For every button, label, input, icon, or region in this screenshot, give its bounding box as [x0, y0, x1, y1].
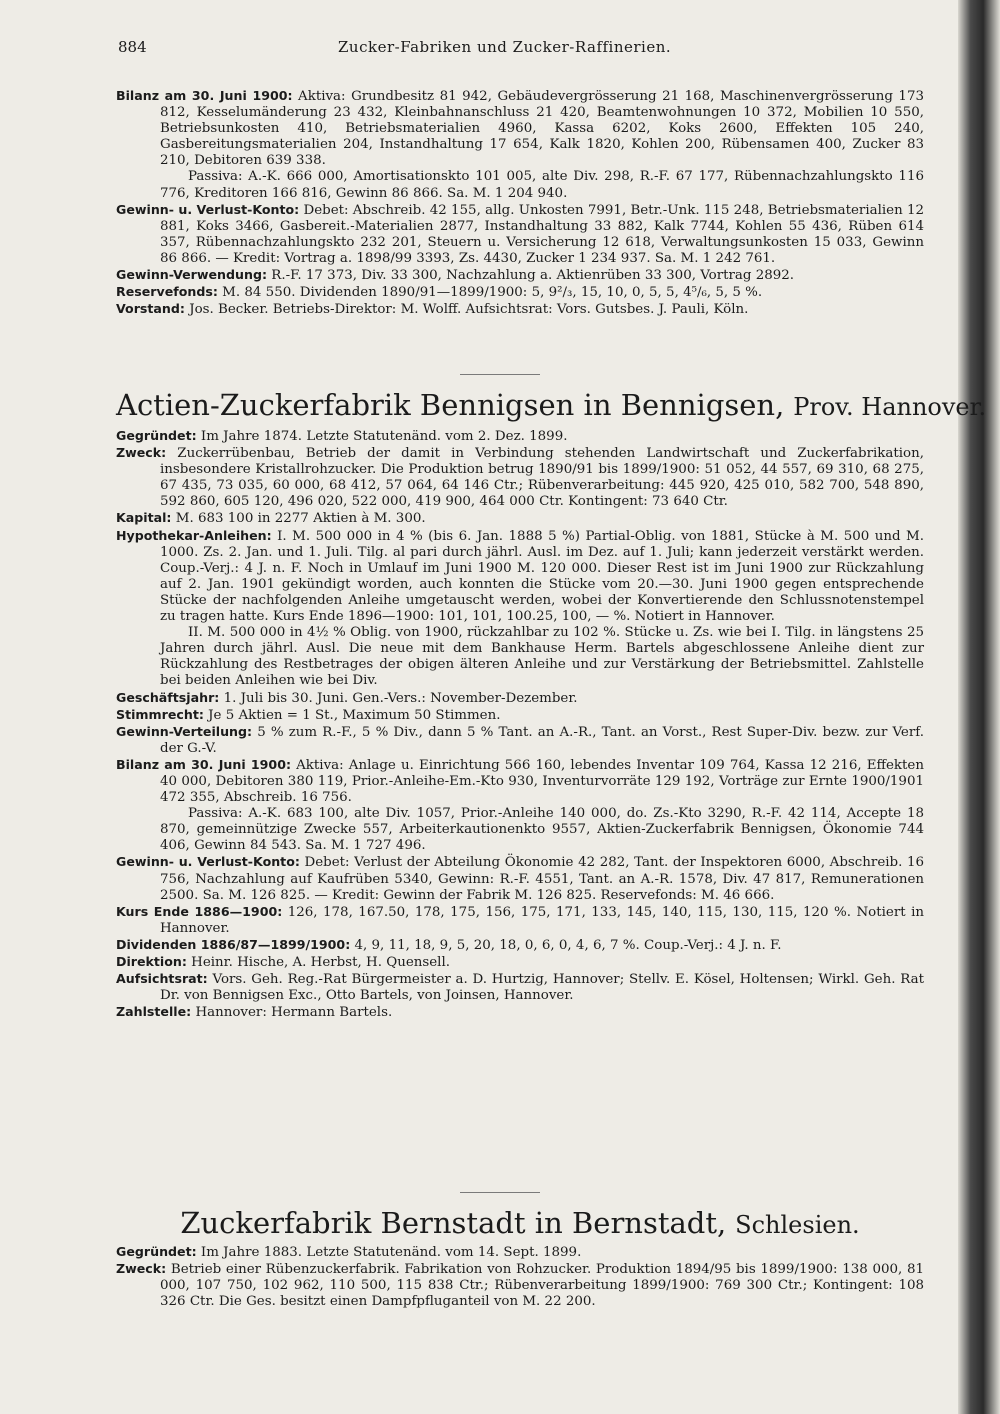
entry: Bilanz am 30. Juni 1900: Aktiva: Anlage u. Einrichtung 566 160, lebendes Inventar 109 764, Kassa 12 216, Effekten 40 000, Debitoren 380 119, Prior.-Anleihe-Em.-Kto 930, Inventurvorräte 129 192, Vorträge zur Ernte 1900/1901 472 355, Abschreib. 16 756.: [116, 756, 924, 806]
entry: Vorstand: Jos. Becker. Betriebs-Direktor: M. Wolff. Aufsichtsrat: Vors. Gutsbes. J. Pauli, Köln.: [116, 301, 749, 318]
entry: Zweck: Betrieb einer Rübenzuckerfabrik. Fabrikation von Rohzucker. Produktion 1894/95 bis 1899/1900: 138 000, 81 000, 107 750, 102 962, 110 500, 115 838 Ctr.; Rübenverarbeitung 1899/1900: 769 300 Ctr.; Kontingent: 108 326 Ctr. Die Ges. besitzt einen Dampfpfluganteil von M. 22 200.: [116, 1261, 924, 1310]
top-block: [116, 88, 924, 318]
entry: Zahlstelle: Hannover: Hermann Bartels.: [116, 1004, 393, 1021]
entry: Gewinn- u. Verlust-Konto: Debet: Abschreib. 42 155, allg. Unkosten 7991, Betr.-Unk. 115 248, Betriebsmaterialien 12 881, Koks 3466, Gasbereit.-Materialien 2877, Instandhaltung 33 882, Kalk 7744, Kohlen 55 436, Rüben 614 357, Rübennachzahlungskto 232 201, Steuern u. Versicherung 12 618, Verwaltungsunkosten 15 033, Gewinn 86 866. — Kredit: Vortrag a. 1898/99 3393, Zs. 4430, Zucker 1 234 937. Sa. M. 1 242 761.: [116, 201, 924, 266]
page-number: 884: [118, 38, 147, 56]
entry: Gewinn- u. Verlust-Konto: Debet: Verlust der Abteilung Ökonomie 42 282, Tant. der Inspektoren 6000, Abschreib. 16 756, Nachzahlung auf Kaufrüben 5340, Gewinn: R.-F. 4551, Tant. an A.-R. 1578, Div. 47 817, Remunerationen 2500. Sa. M. 126 825. — Kredit: Gewinn der Fabrik M. 126 825. Reservefonds: M. 46 666.: [116, 854, 924, 903]
section-title-bernstadt: Zuckerfabrik Bernstadt in Bernstadt, Schlesien.: [180, 1206, 860, 1240]
section-bennigsen: [116, 428, 924, 1021]
section-divider: [460, 1192, 540, 1193]
entry: Gewinn-Verwendung: R.-F. 17 373, Div. 33 300, Nachzahlung a. Aktienrüben 33 300, Vortrag 2892.: [116, 267, 795, 284]
entry: Hypothekar-Anleihen: I. M. 500 000 in 4 % (bis 6. Jan. 1888 5 %) Partial-Oblig. von 1881, Stücke à M. 500 und M. 1000. Zs. 2. Jan. und 1. Juli. Tilg. al pari durch jährl. Ausl. im Dez. auf 1. Juli; kann jederzeit verstärkt werden. Coup.-Verj.: 4 J. n. F. Noch in Umlauf im Juni 1900 M. 120 000. Dieser Rest ist im Juni 1900 zur Rückzahlung auf 2. Jan. 1901 gekündigt worden, auch konnten die Stücke vom 20.—30. Juni 1900 gegen entsprechende Stücke der nachfolgenden Anleihe umgetauscht werden, wobei der Konvertierende den Schlussnotenstempel zu tragen hatte. Kurs Ende 1896—1900: 101, 101, 100.25, 100, — %. Notiert in Hannover.: [116, 527, 924, 625]
entry: Gegründet: Im Jahre 1874. Letzte Statutenänd. vom 2. Dez. 1899.: [116, 428, 568, 444]
entry: Dividenden 1886/87—1899/1900: 4, 9, 11, 18, 9, 5, 20, 18, 0, 6, 0, 4, 6, 7 %. Coup.-Verj.: 4 J. n. F.: [116, 936, 782, 953]
entry: Gegründet: Im Jahre 1883. Letzte Statutenänd. vom 14. Sept. 1899.: [116, 1244, 582, 1260]
section-bernstadt: [116, 1244, 924, 1310]
entry: Passiva: A.-K. 666 000, Amortisationskto 101 005, alte Div. 298, R.-F. 67 177, Rübennachzahlungskto 116 776, Kreditoren 166 816, Gewinn 86 866. Sa. M. 1 204 940.: [160, 169, 924, 201]
entry: Aufsichtsrat: Vors. Geh. Reg.-Rat Bürgermeister a. D. Hurtzig, Hannover; Stellv. E. Kösel, Holtensen; Wirkl. Geh. Rat Dr. von Bennigsen Exc., Otto Bartels, von Joinsen, Hannover.: [116, 971, 924, 1004]
section-divider: [460, 374, 540, 375]
entry: Kurs Ende 1886—1900: 126, 178, 167.50, 178, 175, 156, 175, 171, 133, 145, 140, 115, 130, 115, 120 %. Notiert in Hannover.: [116, 903, 924, 936]
section-title-bennigsen: Actien-Zuckerfabrik Bennigsen in Bennigsen, Prov. Hannover.: [116, 388, 987, 422]
entry: Gewinn-Verteilung: 5 % zum R.-F., 5 % Div., dann 5 % Tant. an A.-R., Tant. an Vorst., Rest Super-Div. bezw. zur Verf. der G.-V.: [116, 723, 924, 756]
entry: Passiva: A.-K. 683 100, alte Div. 1057, Prior.-Anleihe 140 000, do. Zs.-Kto 3290, R.-F. 42 114, Accepte 18 870, gemeinnützige Zwecke 557, Arbeiterkautionenkto 9557, Aktien-Zuckerfabrik Bennigsen, Ökonomie 744 406, Gewinn 84 543. Sa. M. 1 727 496.: [160, 806, 924, 854]
entry: Reservefonds: M. 84 550. Dividenden 1890/91—1899/1900: 5, 9²/₃, 15, 10, 0, 5, 5, 4⁵/₆, 5, 5 %.: [116, 284, 763, 301]
entry: Bilanz am 30. Juni 1900: Aktiva: Grundbesitz 81 942, Gebäudevergrösserung 21 168, Maschinenvergrösserung 173 812, Kesselumänderung 23 432, Kleinbahnanschluss 21 420, Beamtenwohnungen 10 372, Mobilien 10 550, Betriebsunkosten 410, Betriebsmaterialien 4960, Kassa 6202, Koks 2600, Effekten 105 240, Gasbereitungsmaterialien 204, Instandhaltung 17 654, Kalk 1820, Kohlen 200, Rübensamen 400, Zucker 83 210, Debitoren 639 338.: [116, 88, 924, 169]
running-title: Zucker-Fabriken und Zucker-Raffinerien.: [338, 38, 672, 56]
entry: Zweck: Zuckerrübenbau, Betrieb der damit in Verbindung stehenden Landwirtschaft und Zuckerfabrikation, insbesondere Kristallrohzucker. Die Produktion betrug 1890/91 bis 1899/1900: 51 052, 44 557, 69 310, 68 275, 67 435, 73 035, 60 000, 68 412, 57 064, 64 146 Ctr.; Rübenverarbeitung: 445 920, 425 010, 582 700, 548 890, 592 860, 605 120, 496 020, 522 000, 419 900, 464 000 Ctr. Kontingent: 73 640 Ctr.: [116, 445, 924, 510]
entry: Geschäftsjahr: 1. Juli bis 30. Juni. Gen.-Vers.: November-Dezember.: [116, 689, 578, 706]
entry: Kapital: M. 683 100 in 2277 Aktien à M. 300.: [116, 510, 426, 527]
entry: Direktion: Heinr. Hische, A. Herbst, H. Quensell.: [116, 954, 450, 970]
book-spine-edge: [958, 0, 1000, 1414]
page-header: [118, 38, 918, 62]
entry: II. M. 500 000 in 4½ % Oblig. von 1900, rückzahlbar zu 102 %. Stücke u. Zs. wie bei I. Tilg. in längstens 25 Jahren durch jährl. Ausl. Die neue mit dem Bankhause Herm. Bartels abgeschlossene Anleihe dient zur Rückzahlung des Restbetrages der obigen älteren Anleihe und zur Verstärkung der Betriebsmittel. Zahlstelle bei beiden Anleihen wie bei Div.: [160, 625, 924, 689]
entry: Stimmrecht: Je 5 Aktien = 1 St., Maximum 50 Stimmen.: [116, 706, 501, 723]
